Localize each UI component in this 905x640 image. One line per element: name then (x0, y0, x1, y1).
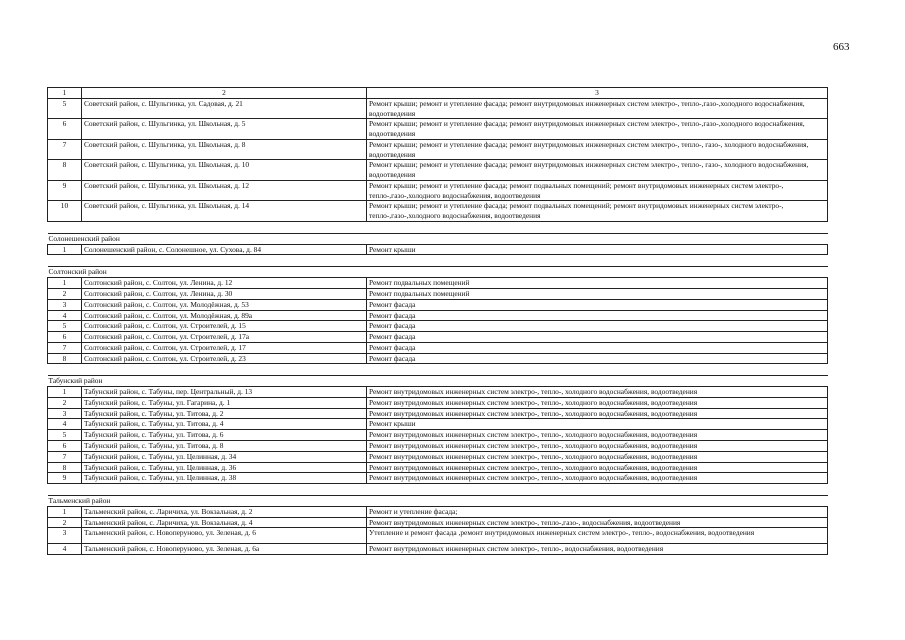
table-row (48, 201, 828, 222)
header-cell-2: 2 (82, 88, 367, 99)
table-row (48, 544, 828, 555)
section-title: Солтонский район (48, 267, 828, 278)
row-number: 4 (48, 310, 82, 321)
work-cell: Ремонт крыши; ремонт и утепление фасада; ремонт внутридомовых инженерных систем электро-, тепло-,газо-,холодного водоснабжения, водоотведения (367, 98, 828, 119)
address-cell: Советский район, с. Шульгинка, ул. Школьная, д. 10 (82, 160, 367, 181)
address-cell: Советский район, с. Шульгинка, ул. Школьная, д. 8 (82, 139, 367, 160)
address-cell: Табунский район, с. Табуны, пер. Центральный, д. 13 (82, 387, 367, 398)
address-cell: Табунский район, с. Табуны, ул. Титова, д. 2 (82, 408, 367, 419)
spacer-cell (48, 255, 828, 267)
address-cell: Советский район, с. Шульгинка, ул. Школьная, д. 12 (82, 180, 367, 201)
section-spacer (48, 221, 828, 233)
table-row (48, 278, 828, 289)
table-row (48, 299, 828, 310)
address-cell: Солтонский район, с. Солтон, ул. Строителей, д. 17а (82, 332, 367, 343)
row-number: 7 (48, 451, 82, 462)
address-cell: Тальменский район, с. Новоперуново, ул. Зеленая, д. 6а (82, 544, 367, 555)
work-cell: Ремонт внутридомовых инженерных систем электро-, тепло-,газо-, водоснабжения, водоотведения (367, 517, 828, 528)
address-cell: Тальменский район, с. Новоперуново, ул. Зеленая, д. 6 (82, 528, 367, 544)
table-row (48, 342, 828, 353)
row-number: 5 (48, 321, 82, 332)
work-cell: Ремонт крыши; ремонт и утепление фасада; ремонт подвальных помещений; ремонт внутридомовых инженерных систем электро-, тепло-,газо-,холодного водоснабжения, водоотведения (367, 180, 828, 201)
section-header-row (48, 233, 828, 244)
table-row (48, 289, 828, 300)
work-cell: Ремонт внутридомовых инженерных систем электро-, тепло-, холодного водоснабжения, водоотведения (367, 451, 828, 462)
table-row (48, 310, 828, 321)
table-row (48, 119, 828, 140)
address-cell: Табунский район, с. Табуны, ул. Гагарина, д. 1 (82, 397, 367, 408)
table-row (48, 419, 828, 430)
page-number: 663 (833, 41, 850, 53)
work-cell: Ремонт подвальных помещений (367, 289, 828, 300)
work-cell: Ремонт внутридомовых инженерных систем электро-, тепло-, водоснабжения, водоотведения (367, 544, 828, 555)
row-number: 4 (48, 419, 82, 430)
address-cell: Солтонский район, с. Солтон, ул. Ленина, д. 12 (82, 278, 367, 289)
address-cell: Советский район, с. Шульгинка, ул. Садовая, д. 21 (82, 98, 367, 119)
address-cell: Советский район, с. Шульгинка, ул. Школьная, д. 5 (82, 119, 367, 140)
section-header-row (48, 376, 828, 387)
section-title: Табунский район (48, 376, 828, 387)
row-number: 7 (48, 139, 82, 160)
row-number: 6 (48, 119, 82, 140)
table-row (48, 160, 828, 181)
work-cell: Ремонт фасада (367, 353, 828, 364)
row-number: 7 (48, 342, 82, 353)
work-cell: Ремонт внутридомовых инженерных систем электро-, тепло-, холодного водоснабжения, водоотведения (367, 387, 828, 398)
work-cell: Ремонт внутридомовых инженерных систем электро-, тепло-, холодного водоснабжения, водоотведения (367, 462, 828, 473)
work-cell: Ремонт крыши; ремонт и утепление фасада; ремонт внутридомовых инженерных систем электро-, тепло-,газо-,холодного водоснабжения, водоотведения (367, 119, 828, 140)
row-number: 9 (48, 473, 82, 484)
address-cell: Табунский район, с. Табуны, ул. Титова, д. 4 (82, 419, 367, 430)
address-cell: Табунский район, с. Табуны, ул. Целинная, д. 36 (82, 462, 367, 473)
row-number: 4 (48, 544, 82, 555)
header-cell-3: 3 (367, 88, 828, 99)
table-row (48, 353, 828, 364)
address-cell: Табунский район, с. Табуны, ул. Титова, д. 8 (82, 440, 367, 451)
row-number: 1 (48, 278, 82, 289)
table-row (48, 98, 828, 119)
work-cell: Ремонт крыши; ремонт и утепление фасада; ремонт внутридомовых инженерных систем электро-, тепло-, газо-, холодного водоснабжения, водоотведения (367, 139, 828, 160)
address-cell: Солтонский район, с. Солтон, ул. Строителей, д. 15 (82, 321, 367, 332)
address-cell: Табунский район, с. Табуны, ул. Целинная, д. 34 (82, 451, 367, 462)
row-number: 6 (48, 332, 82, 343)
table-row (48, 462, 828, 473)
works-table (47, 87, 828, 555)
table-row (48, 332, 828, 343)
section-spacer (48, 255, 828, 267)
row-number: 8 (48, 160, 82, 181)
address-cell: Солтонский район, с. Солтон, ул. Строителей, д. 23 (82, 353, 367, 364)
address-cell: Солонешенский район, с. Солонешное, ул. Сухова, д. 84 (82, 244, 367, 255)
table-row (48, 321, 828, 332)
address-cell: Тальменский район, с. Ларичиха, ул. Вокзальная, д. 2 (82, 506, 367, 517)
table-row (48, 528, 828, 544)
table-row (48, 473, 828, 484)
work-cell: Ремонт фасада (367, 310, 828, 321)
row-number: 5 (48, 430, 82, 441)
table-row (48, 244, 828, 255)
table-row (48, 517, 828, 528)
address-cell: Тальменский район, с. Ларичиха, ул. Вокзальная, д. 4 (82, 517, 367, 528)
work-cell: Ремонт фасада (367, 342, 828, 353)
address-cell: Солтонский район, с. Солтон, ул. Ленина, д. 30 (82, 289, 367, 300)
section-spacer (48, 484, 828, 496)
work-cell: Ремонт внутридомовых инженерных систем электро-, тепло-, холодного водоснабжения, водоотведения (367, 440, 828, 451)
table-row (48, 180, 828, 201)
header-cell-1: 1 (48, 88, 82, 99)
work-cell: Ремонт фасада (367, 332, 828, 343)
work-cell: Ремонт крыши; ремонт и утепление фасада; ремонт подвальных помещений; ремонт внутридомовых инженерных систем электро-, тепло-,газо-,холодного водоснабжения, водоотведения (367, 201, 828, 222)
table-row (48, 397, 828, 408)
spacer-cell (48, 364, 828, 376)
header-row (48, 88, 828, 99)
row-number: 1 (48, 506, 82, 517)
section-header-row (48, 496, 828, 507)
row-number: 8 (48, 462, 82, 473)
row-number: 8 (48, 353, 82, 364)
table-row (48, 506, 828, 517)
section-spacer (48, 364, 828, 376)
address-cell: Солтонский район, с. Солтон, ул. Молодёжная, д. 53 (82, 299, 367, 310)
work-cell: Ремонт крыши (367, 419, 828, 430)
work-cell: Ремонт внутридомовых инженерных систем электро-, тепло-, холодного водоснабжения, водоотведения (367, 473, 828, 484)
work-cell: Ремонт внутридомовых инженерных систем электро-, тепло-, холодного водоснабжения, водоотведения (367, 397, 828, 408)
work-cell: Ремонт крыши (367, 244, 828, 255)
row-number: 3 (48, 408, 82, 419)
section-title: Тальменский район (48, 496, 828, 507)
row-number: 6 (48, 440, 82, 451)
row-number: 2 (48, 517, 82, 528)
row-number: 2 (48, 289, 82, 300)
work-cell: Ремонт фасада (367, 321, 828, 332)
section-title: Солонешенский район (48, 233, 828, 244)
work-cell: Утепление и ремонт фасада ,ремонт внутридомовых инженерных систем электро-, тепло-, водоснабжения, водоотведения (367, 528, 828, 544)
work-cell: Ремонт внутридомовых инженерных систем электро-, тепло-, холодного водоснабжения, водоотведения (367, 430, 828, 441)
work-cell: Ремонт внутридомовых инженерных систем электро-, тепло-, холодного водоснабжения, водоотведения (367, 408, 828, 419)
section-header-row (48, 267, 828, 278)
row-number: 3 (48, 528, 82, 544)
address-cell: Табунский район, с. Табуны, ул. Титова, д. 6 (82, 430, 367, 441)
works-table-body (48, 88, 828, 555)
row-number: 1 (48, 387, 82, 398)
address-cell: Табунский район, с. Табуны, ул. Целинная, д. 38 (82, 473, 367, 484)
row-number: 9 (48, 180, 82, 201)
table-row (48, 408, 828, 419)
table-row (48, 387, 828, 398)
work-cell: Ремонт и утепление фасада; (367, 506, 828, 517)
row-number: 1 (48, 244, 82, 255)
row-number: 10 (48, 201, 82, 222)
address-cell: Советский район, с. Шульгинка, ул. Школьная, д. 14 (82, 201, 367, 222)
work-cell: Ремонт крыши; ремонт и утепление фасада; ремонт внутридомовых инженерных систем электро-, тепло-, газо-, холодного водоснабжения, водоотведения (367, 160, 828, 181)
table-row (48, 440, 828, 451)
address-cell: Солтонский район, с. Солтон, ул. Молодёжная, д. 89а (82, 310, 367, 321)
table-row (48, 451, 828, 462)
table-row (48, 430, 828, 441)
row-number: 3 (48, 299, 82, 310)
table-row (48, 139, 828, 160)
row-number: 2 (48, 397, 82, 408)
work-cell: Ремонт фасада (367, 299, 828, 310)
spacer-cell (48, 484, 828, 496)
row-number: 5 (48, 98, 82, 119)
work-cell: Ремонт подвальных помещений (367, 278, 828, 289)
spacer-cell (48, 221, 828, 233)
address-cell: Солтонский район, с. Солтон, ул. Строителей, д. 17 (82, 342, 367, 353)
